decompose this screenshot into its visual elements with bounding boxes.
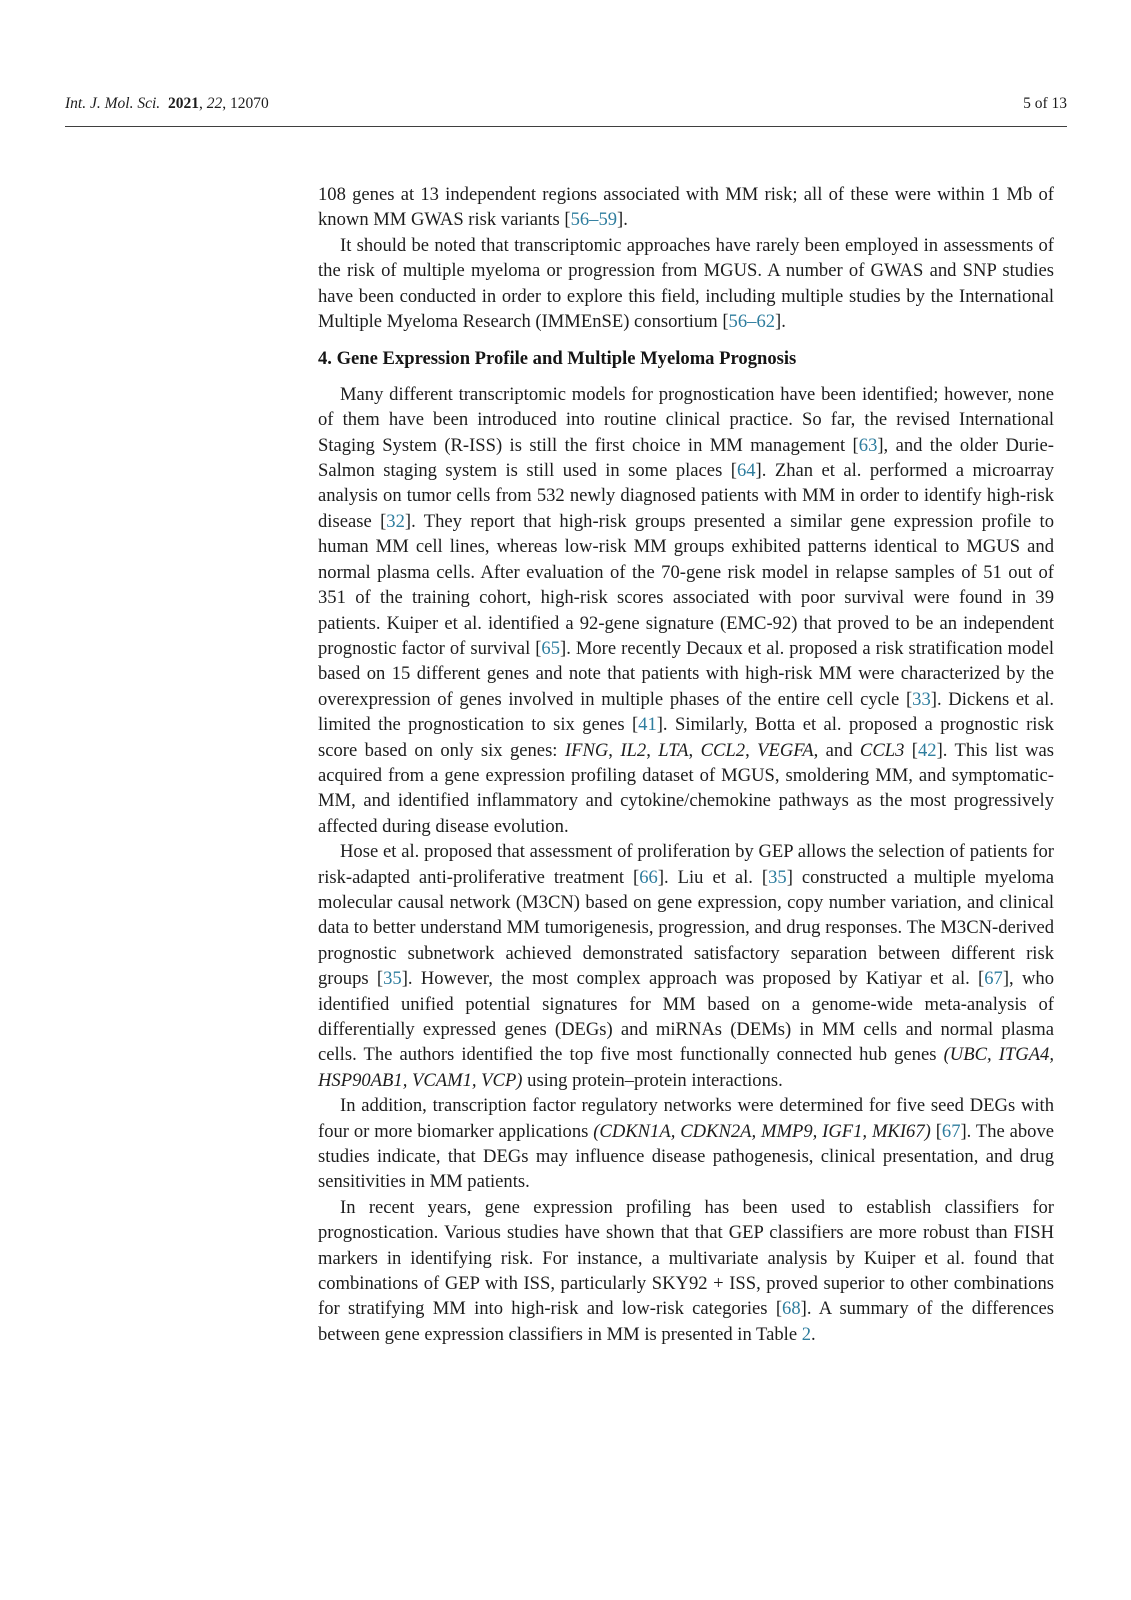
text-run: ]. More recently Decaux et al. proposed a risk stratification model based on 15 different genes and note that patients with high-risk MM were characterized by the overexpression of genes involved in multiple phases of the entire cell cycle [ — [318, 637, 1054, 710]
citation-link[interactable]: 67 — [941, 1120, 961, 1142]
gene-name-italic: (UBC, ITGA4, HSP90AB1, VCAM1, VCP) — [318, 1044, 1054, 1091]
text-run: ]. — [775, 311, 786, 333]
citation-link[interactable]: 2 — [801, 1323, 812, 1345]
text-run: ]. Liu et al. [ — [657, 866, 769, 888]
citation-link[interactable]: 41 — [638, 714, 657, 736]
page-number: 5 of 13 — [1023, 95, 1067, 112]
text-run: 108 genes at 13 independent regions associated with MM risk; all of these were within 1 Mb of known MM GWAS risk variants [ — [318, 184, 1054, 231]
citation-link[interactable]: 42 — [917, 739, 937, 761]
text-run: In recent years, gene expression profiling has been used to establish classifiers for prognostication. Various studies have shown that that GEP classifiers are more robust than FISH markers in identifying risk. For instance, a multivariate analysis by Kuiper et al. found that combinations of GEP with ISS, particularly SKY92 + ISS, proved superior to other combinations for stratifying MM into high-risk and low-risk categories [ — [318, 1196, 1054, 1320]
text-run: Many different transcriptomic models for prognostication have been identified; however, none of them have been introduced into routine clinical practice. So far, the revised International Staging System (R-ISS) is still the first choice in MM management [ — [318, 383, 1054, 456]
gene-name-italic: IFNG — [564, 739, 609, 761]
text-run: , and — [813, 739, 860, 761]
gene-name-italic: CCL3 — [859, 739, 905, 761]
header-divider — [65, 126, 1067, 127]
journal-year: 2021 — [168, 95, 200, 112]
paragraph — [318, 839, 1054, 1093]
text-run: In addition, transcription factor regulatory networks were determined for five seed DEGs with four or more biomarker applications — [318, 1095, 1054, 1142]
text-run: , — [745, 739, 758, 761]
citation-link[interactable]: 35 — [383, 968, 402, 990]
text-run: , — [646, 739, 659, 761]
paragraph — [318, 382, 1054, 839]
gene-name-italic: IL2 — [620, 739, 647, 761]
citation-link[interactable]: 64 — [736, 460, 756, 482]
text-run: ]. A summary of the differences between gene expression classifiers in MM is presented in Table — [318, 1298, 1054, 1345]
citation-link[interactable]: 67 — [984, 968, 1003, 990]
text-run: ]. This list was acquired from a gene expression profiling dataset of MGUS, smoldering MM, and symptomatic-MM, and identified inflammatory and cytokine/chemokine pathways as the most progressively affected during disease evolution. — [318, 739, 1055, 837]
journal-name: Int. J. Mol. Sci. — [65, 95, 161, 112]
citation-link[interactable]: 56–59 — [570, 209, 618, 231]
citation-link[interactable]: 63 — [858, 434, 878, 456]
text-run: ] constructed a multiple myeloma molecular causal network (M3CN) based on gene expression, copy number variation, and clinical data to better understand MM tumorigenesis, progression, and drug responses. The M3CN-derived prognostic subnetwork achieved demonstrated satisfactory separation between different risk groups [ — [318, 866, 1054, 990]
gene-name-italic: (CDKN1A, CDKN2A, MMP9, IGF1, MKI67) — [593, 1120, 931, 1142]
text-run: ]. Dickens et al. limited the prognostication to six genes [ — [318, 688, 1055, 736]
separator: , — [222, 95, 227, 112]
section-heading: 4. Gene Expression Profile and Multiple Myeloma Prognosis — [318, 348, 797, 370]
citation-link[interactable]: 66 — [639, 866, 658, 888]
text-run: ], and the older Durie-Salmon staging system is still used in some places [ — [318, 434, 1054, 482]
separator: , — [199, 95, 203, 112]
text-run: ]. The above studies indicate, that DEGs may influence disease pathogenesis, clinical presentation, and drug sensitivities in MM patients. — [318, 1120, 1055, 1193]
citation-link[interactable]: 68 — [782, 1298, 801, 1320]
text-run: [ — [904, 739, 918, 761]
text-run: using protein–protein interactions. — [522, 1069, 783, 1091]
citation-link[interactable]: 65 — [541, 637, 561, 659]
citation-link[interactable]: 56–62 — [728, 311, 776, 333]
article-content — [318, 182, 1054, 1347]
gene-name-italic: LTA — [658, 739, 689, 761]
gene-name-italic: CCL2 — [700, 739, 746, 761]
journal-reference — [65, 95, 269, 113]
text-run: , — [688, 739, 701, 761]
journal-volume: 22 — [206, 95, 223, 112]
citation-link[interactable]: 33 — [912, 688, 931, 710]
gene-name-italic: VEGFA — [757, 739, 814, 761]
text-run: , — [608, 739, 621, 761]
text-run: ], who identified unified potential signatures for MM based on a genome-wide meta-analysis of differentially expressed genes (DEGs) and miRNAs (DEMs) in MM cells and normal plasma cells. The authors identified the top five most functionally connected hub genes — [318, 968, 1054, 1066]
citation-link[interactable]: 35 — [768, 866, 787, 888]
text-run: Hose et al. proposed that assessment of proliferation by GEP allows the selection of patients for risk-adapted anti-proliferative treatment [ — [318, 841, 1054, 888]
text-run: It should be noted that transcriptomic approaches have rarely been employed in assessments of the risk of multiple myeloma or progression from MGUS. A number of GWAS and SNP studies have been conducted in order to explore this field, including multiple studies by the International Multiple Myeloma Research (IMMEnSE) consortium [ — [318, 234, 1054, 333]
running-header — [65, 95, 1067, 113]
paragraph — [318, 233, 1054, 335]
paragraph — [318, 1195, 1054, 1347]
text-run: ]. — [617, 209, 628, 231]
text-run: ]. Zhan et al. performed a microarray analysis on tumor cells from 532 newly diagnosed patients with MM in order to identify high-risk disease [ — [318, 460, 1054, 532]
text-run: . — [811, 1323, 816, 1345]
paragraph — [318, 1093, 1054, 1195]
text-run: ]. However, the most complex approach was proposed by Katiyar et al. [ — [401, 968, 985, 990]
paragraph — [318, 182, 1054, 233]
article-number: 12070 — [230, 95, 269, 112]
text-run: ]. They report that high-risk groups presented a similar gene expression profile to human MM cell lines, whereas low-risk MM groups exhibited patterns identical to MGUS and normal plasma cells. After evaluation of the 70-gene risk model in relapse samples of 51 out of 351 of the training cohort, high-risk scores associated with poor survival were found in 39 patients. Kuiper et al. identified a 92-gene signature (EMC-92) that proved to be an independent prognostic factor of survival [ — [318, 510, 1054, 659]
text-run: ]. Similarly, Botta et al. proposed a prognostic risk score based on only six genes: — [318, 714, 1054, 761]
citation-link[interactable]: 32 — [386, 510, 405, 532]
text-run: [ — [930, 1120, 942, 1142]
